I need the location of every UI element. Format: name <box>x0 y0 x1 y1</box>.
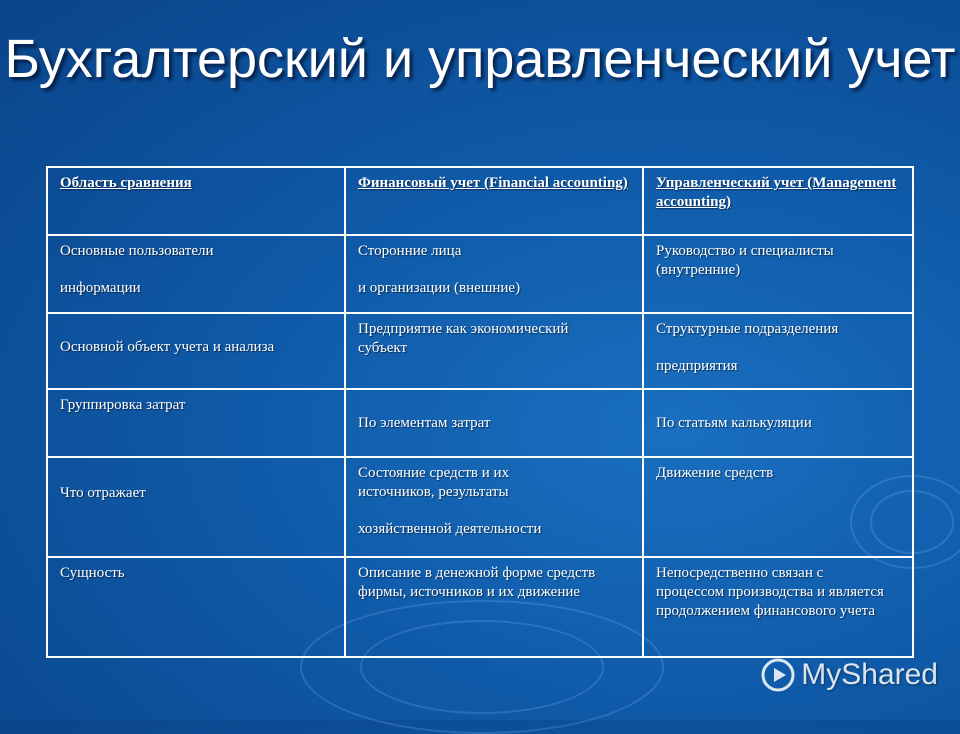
cell-criterion: Основной объект учета и анализа <box>47 313 345 389</box>
watermark-text: MyShared <box>801 658 938 691</box>
cell-management: Движение средств <box>643 457 913 557</box>
cell-financial: По элементам затрат <box>345 389 643 457</box>
cell-financial: Состояние средств и их источников, результаты хозяйственной деятельности <box>345 457 643 557</box>
cell-financial: Сторонние лица и организации (внешние) <box>345 235 643 313</box>
table-row <box>47 235 913 313</box>
slide-title: Бухгалтерский и управленческий учет <box>4 29 956 89</box>
cell-criterion: Сущность <box>47 557 345 657</box>
cell-criterion: Основные пользователи информации <box>47 235 345 313</box>
header-criterion: Область сравнения <box>47 167 345 235</box>
table-row <box>47 457 913 557</box>
cell-criterion: Что отражает <box>47 457 345 557</box>
cell-financial: Описание в денежной форме средств фирмы, источников и их движение <box>345 557 643 657</box>
table-row <box>47 557 913 657</box>
table-row <box>47 313 913 389</box>
play-icon <box>761 658 795 692</box>
cell-management: Непосредственно связан с процессом производства и является продолжением финансового учета <box>643 557 913 657</box>
watermark-logo <box>761 658 938 692</box>
cell-criterion: Группировка затрат <box>47 389 345 457</box>
header-financial: Финансовый учет (Financial accounting) <box>345 167 643 235</box>
table-header-row <box>47 167 913 235</box>
comparison-table <box>46 166 914 658</box>
header-management: Управленческий учет (Management accounting) <box>643 167 913 235</box>
table-row <box>47 389 913 457</box>
cell-management: По статьям калькуляции <box>643 389 913 457</box>
cell-financial: Предприятие как экономический субъект <box>345 313 643 389</box>
cell-management: Структурные подразделения предприятия <box>643 313 913 389</box>
cell-management: Руководство и специалисты (внутренние) <box>643 235 913 313</box>
